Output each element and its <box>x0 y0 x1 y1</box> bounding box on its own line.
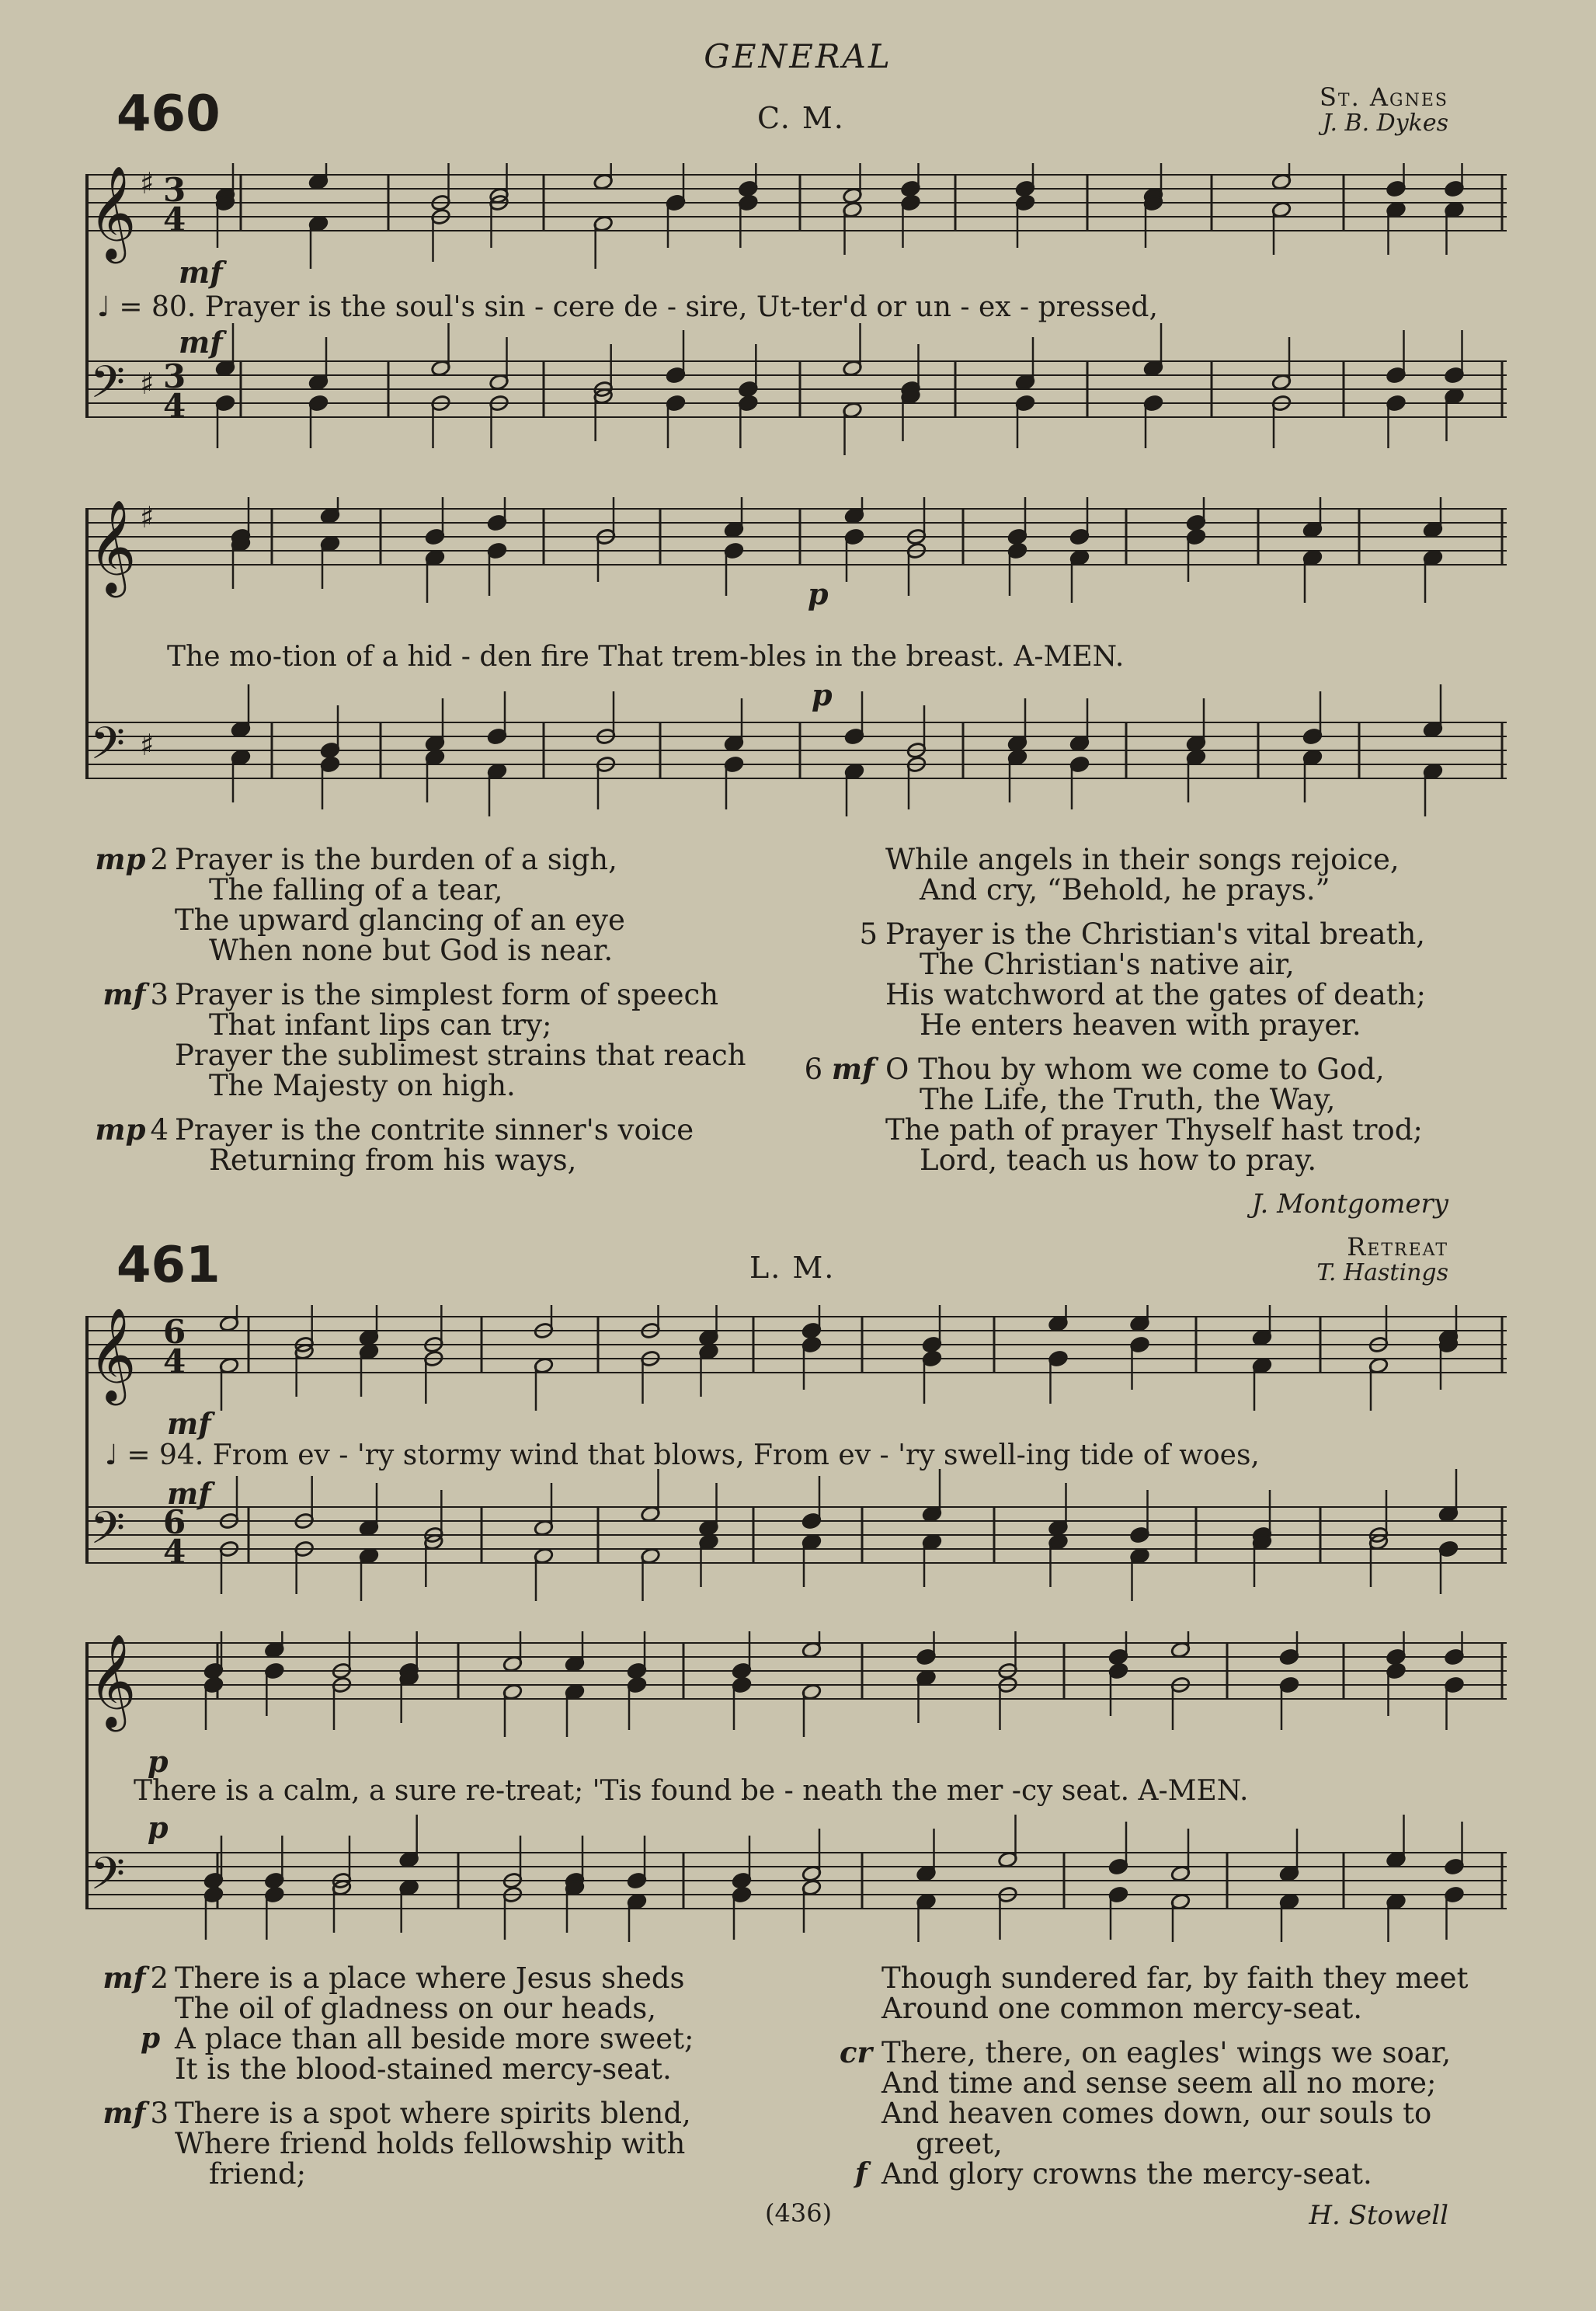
hymn-author: J. Montgomery <box>1251 1189 1448 1220</box>
note <box>1108 1886 1128 1940</box>
note <box>1129 1305 1149 1332</box>
note <box>1386 201 1406 255</box>
note <box>801 1631 822 1658</box>
note <box>502 1631 523 1672</box>
note <box>1252 1305 1272 1346</box>
note <box>627 1893 647 1942</box>
note <box>534 1547 554 1601</box>
note <box>593 163 614 190</box>
note <box>1444 330 1464 384</box>
note <box>425 749 445 802</box>
note <box>264 1886 284 1940</box>
note <box>565 1631 585 1672</box>
note <box>1015 163 1035 197</box>
note <box>1015 194 1035 248</box>
dynamic-marking: mf <box>179 255 223 290</box>
tune-info <box>1316 1234 1448 1286</box>
note <box>430 323 450 377</box>
note <box>1444 1676 1464 1730</box>
dynamic-marking: mf <box>167 1406 211 1441</box>
composer-name: T. Hastings <box>1316 1259 1448 1286</box>
lyric-line: There is a calm, a sure re-treat; 'Tis found be - neath the mer -cy seat. A-MEN. <box>134 1775 1249 1807</box>
note <box>425 497 445 545</box>
time-signature-bottom: 4 <box>163 1533 186 1571</box>
tune-info <box>1320 84 1448 137</box>
note <box>1186 497 1206 531</box>
note <box>359 1547 379 1601</box>
note <box>1048 1305 1068 1332</box>
note <box>900 194 920 248</box>
hymn-meter: L. M. <box>749 1251 836 1285</box>
note <box>565 1683 585 1737</box>
note <box>487 497 507 531</box>
note <box>219 1357 239 1411</box>
lyric-line: The mo-tion of a hid - den fire That trem-bles in the breast. A-MEN. <box>167 641 1125 673</box>
note <box>724 698 744 752</box>
note <box>842 402 862 455</box>
note <box>801 1336 822 1390</box>
clef-symbol: 𝄞 <box>89 1633 137 1728</box>
music-lyrics <box>105 1439 1260 1471</box>
dynamic-marking: mf <box>179 325 223 360</box>
note <box>801 1476 822 1530</box>
treble-staff <box>85 509 1507 565</box>
note <box>1279 1893 1299 1942</box>
note <box>1386 1662 1406 1716</box>
tune-name: Retreat <box>1347 1232 1448 1262</box>
note <box>1015 395 1035 448</box>
note <box>801 1829 822 1882</box>
note <box>203 1886 224 1940</box>
note <box>308 395 329 448</box>
note <box>1444 1886 1464 1940</box>
note <box>1143 395 1163 448</box>
hymn-author: H. Stowell <box>1309 2200 1448 2231</box>
note <box>320 756 340 809</box>
note <box>922 1469 942 1523</box>
note <box>906 497 927 545</box>
verse: cr There, there, on eagles' wings we soar, And time and sense seem all no more; And heaven comes down, our souls to greet, f And glory crowns the mercy-seat. <box>840 2035 1452 2191</box>
note <box>1386 1815 1406 1868</box>
note <box>308 337 329 391</box>
note <box>732 1886 752 1940</box>
note <box>1444 1822 1464 1875</box>
note <box>724 542 744 596</box>
note <box>916 1631 936 1665</box>
verse: mp 2 Prayer is the burden of a sigh, The falling of a tear, The upward glancing of an eye When none but God is near. <box>95 842 625 967</box>
note <box>264 1836 284 1889</box>
time-signature-top: 3 <box>163 171 186 209</box>
dynamic-marking: p <box>148 1810 169 1845</box>
note <box>1271 201 1292 255</box>
note <box>423 1305 443 1353</box>
note <box>666 194 686 248</box>
page-number: (436) <box>765 2198 833 2228</box>
note <box>487 763 507 816</box>
note <box>1438 1469 1459 1523</box>
note <box>842 163 862 204</box>
note <box>308 215 329 269</box>
note <box>1423 763 1443 816</box>
note <box>1108 1631 1128 1665</box>
note <box>203 1631 224 1679</box>
note <box>231 535 251 589</box>
time-signature-bottom: 4 <box>163 387 186 425</box>
tune-name: St. Agnes <box>1319 82 1448 112</box>
note <box>666 330 686 384</box>
lyric-line: From ev - 'ry stormy wind that blows, From ev - 'ry swell-ing tide of woes, <box>212 1439 1260 1471</box>
note <box>1386 1893 1406 1942</box>
note <box>215 194 235 248</box>
hymn-meter: C. M. <box>757 101 845 135</box>
note <box>844 528 864 582</box>
note <box>1423 549 1443 603</box>
note <box>359 1305 379 1346</box>
note <box>1186 698 1206 752</box>
note <box>1368 1305 1389 1353</box>
note <box>565 1879 585 1933</box>
note <box>489 337 509 391</box>
time-signature-top: 6 <box>163 1313 186 1351</box>
verse: 6 mf O Thou by whom we come to God, The Life, the Truth, the Way, The path of prayer Thyself hast trod; Lord, teach us how to pray. <box>804 1052 1423 1177</box>
note <box>1170 1631 1191 1658</box>
bass-staff <box>85 361 1507 417</box>
note <box>308 163 329 190</box>
key-signature: ♯ <box>140 500 155 534</box>
note <box>801 1305 822 1339</box>
note <box>399 1879 419 1933</box>
key-signature: ♯ <box>140 728 155 762</box>
note <box>916 1829 936 1882</box>
note <box>1007 749 1027 802</box>
note <box>1143 194 1163 248</box>
note <box>997 1631 1017 1679</box>
clef-symbol: 𝄞 <box>89 165 137 259</box>
clef-symbol: 𝄞 <box>89 499 137 593</box>
note <box>1386 1631 1406 1665</box>
note <box>1423 684 1443 738</box>
note <box>1444 163 1464 197</box>
note <box>534 1305 554 1339</box>
clef-symbol: 𝄢 <box>90 356 126 419</box>
note <box>399 1669 419 1723</box>
note <box>1143 323 1163 377</box>
note <box>1444 388 1464 441</box>
verse-continued: Though sundered far, by faith they meet Around one common mercy-seat. <box>881 1961 1469 2025</box>
note <box>738 163 758 197</box>
note <box>724 497 744 538</box>
note <box>801 1533 822 1587</box>
note <box>1386 330 1406 384</box>
note <box>640 1469 660 1523</box>
note <box>231 684 251 738</box>
note <box>1302 497 1323 538</box>
note <box>399 1815 419 1868</box>
note <box>1007 698 1027 752</box>
clef-symbol: 𝄢 <box>90 717 126 781</box>
time-signature-bottom: 4 <box>163 1342 186 1380</box>
note <box>359 1343 379 1397</box>
verse-column-right <box>840 1961 1511 2203</box>
note <box>698 1483 718 1537</box>
verse: mp 4 Prayer is the contrite sinner's voice Returning from his ways, <box>95 1112 694 1177</box>
verse: mf 2 There is a place where Jesus sheds The oil of gladness on our heads, p A place than all beside more sweet; It is the blood-stained mercy-seat. <box>103 1961 694 2086</box>
note <box>842 201 862 255</box>
note <box>1279 1676 1299 1730</box>
note <box>203 1836 224 1889</box>
note <box>231 749 251 802</box>
note <box>1302 691 1323 745</box>
note <box>640 1547 660 1601</box>
tempo-marking: ♩ = 80. <box>97 291 196 323</box>
note <box>900 163 920 197</box>
dynamic-marking: p <box>148 1744 169 1779</box>
note <box>916 1669 936 1723</box>
verse-column-left <box>103 1961 812 2203</box>
note <box>844 691 864 745</box>
note <box>844 763 864 816</box>
note <box>922 1305 942 1353</box>
note <box>732 1836 752 1889</box>
verse: mf 3 There is a spot where spirits blend, Where friend holds fellowship with friend; <box>103 2096 691 2191</box>
treble-staff <box>85 175 1507 231</box>
note <box>593 215 614 269</box>
key-signature: ♯ <box>140 367 155 401</box>
note <box>320 497 340 524</box>
note <box>738 344 758 398</box>
clef-symbol: 𝄢 <box>90 1502 126 1565</box>
note <box>1368 1357 1389 1411</box>
note <box>1271 163 1292 190</box>
hymn-number: 460 <box>116 85 221 143</box>
note <box>1302 549 1323 603</box>
hymn-number: 461 <box>116 1237 221 1294</box>
note <box>359 1483 379 1537</box>
verse-column-right <box>804 843 1507 1189</box>
note <box>1129 1490 1149 1544</box>
note <box>724 756 744 809</box>
verse: mf 3 Prayer is the simplest form of speech That infant lips can try; Prayer the sublimest strains that reach The Majesty on high. <box>103 977 746 1102</box>
note <box>1386 395 1406 448</box>
note <box>219 1305 239 1332</box>
note <box>698 1305 718 1346</box>
note <box>1386 163 1406 197</box>
note <box>1252 1533 1272 1587</box>
note <box>1015 337 1035 391</box>
note <box>264 1662 284 1716</box>
note <box>666 395 686 448</box>
note <box>801 1683 822 1737</box>
note <box>640 1305 660 1339</box>
verse-continued: While angels in their songs rejoice, And cry, “Behold, he prays.” <box>885 843 1400 907</box>
verse: 5 Prayer is the Christian's vital breath, The Christian's native air, His watchword at the gates of death; He enters heaven with prayer. <box>859 917 1426 1042</box>
dynamic-marking: mf <box>167 1476 211 1511</box>
note <box>1186 749 1206 802</box>
note <box>900 388 920 441</box>
note <box>627 1631 647 1679</box>
note <box>1069 549 1090 603</box>
note <box>698 1533 718 1587</box>
note <box>1444 201 1464 255</box>
verse-column-left <box>95 842 812 1189</box>
time-signature-top: 3 <box>163 357 186 395</box>
dynamic-marking: p <box>808 576 829 611</box>
note <box>1007 542 1027 596</box>
note <box>1170 1893 1191 1942</box>
note <box>732 1676 752 1730</box>
note <box>1108 1662 1128 1716</box>
note <box>842 323 862 377</box>
note <box>1048 1533 1068 1587</box>
note <box>922 1533 942 1587</box>
note <box>1108 1822 1128 1875</box>
key-signature: ♯ <box>140 166 155 200</box>
note <box>1069 698 1090 752</box>
page-header: GENERAL <box>704 37 892 75</box>
note <box>916 1893 936 1942</box>
note <box>1444 1631 1464 1665</box>
note <box>1271 337 1292 391</box>
note <box>627 1836 647 1889</box>
note <box>425 698 445 752</box>
note <box>1252 1357 1272 1411</box>
time-signature-bottom: 4 <box>163 200 186 238</box>
tempo-marking: ♩ = 94. <box>105 1439 204 1471</box>
note <box>1438 1336 1459 1390</box>
note <box>627 1676 647 1730</box>
note <box>320 705 340 759</box>
note <box>1069 756 1090 809</box>
note <box>1438 1540 1459 1594</box>
note <box>1048 1483 1068 1537</box>
note <box>264 1631 284 1658</box>
note <box>698 1343 718 1397</box>
lyric-line: Prayer is the soul's sin - cere de - sire, Ut-ter'd or un - ex - pressed, <box>204 291 1158 323</box>
note <box>801 1879 822 1933</box>
note <box>1302 749 1323 802</box>
note <box>1007 497 1027 545</box>
note <box>738 194 758 248</box>
note <box>430 163 450 211</box>
note <box>1129 1336 1149 1390</box>
dynamic-marking: p <box>812 677 833 712</box>
note <box>1279 1631 1299 1665</box>
note <box>332 1631 352 1679</box>
note <box>1279 1829 1299 1882</box>
note <box>1129 1547 1149 1601</box>
time-signature-top: 6 <box>163 1503 186 1541</box>
note <box>997 1815 1017 1868</box>
note <box>320 535 340 589</box>
note <box>1423 497 1443 538</box>
note <box>487 542 507 596</box>
note <box>1186 528 1206 582</box>
bass-staff <box>85 722 1507 778</box>
note <box>215 395 235 448</box>
treble-staff <box>85 1317 1507 1373</box>
note <box>1048 1350 1068 1404</box>
note <box>1069 497 1090 545</box>
note <box>922 1350 942 1404</box>
note <box>1170 1829 1191 1882</box>
note <box>844 497 864 524</box>
note <box>487 691 507 745</box>
note <box>738 395 758 448</box>
note <box>534 1357 554 1411</box>
composer-name: J. B. Dykes <box>1322 110 1448 137</box>
music-lyrics <box>97 291 1158 323</box>
clef-symbol: 𝄢 <box>90 1847 126 1911</box>
note <box>732 1631 752 1679</box>
note <box>425 549 445 603</box>
note <box>534 1483 554 1537</box>
clef-symbol: 𝄞 <box>89 1307 137 1401</box>
note <box>203 1676 224 1730</box>
note <box>502 1683 523 1737</box>
